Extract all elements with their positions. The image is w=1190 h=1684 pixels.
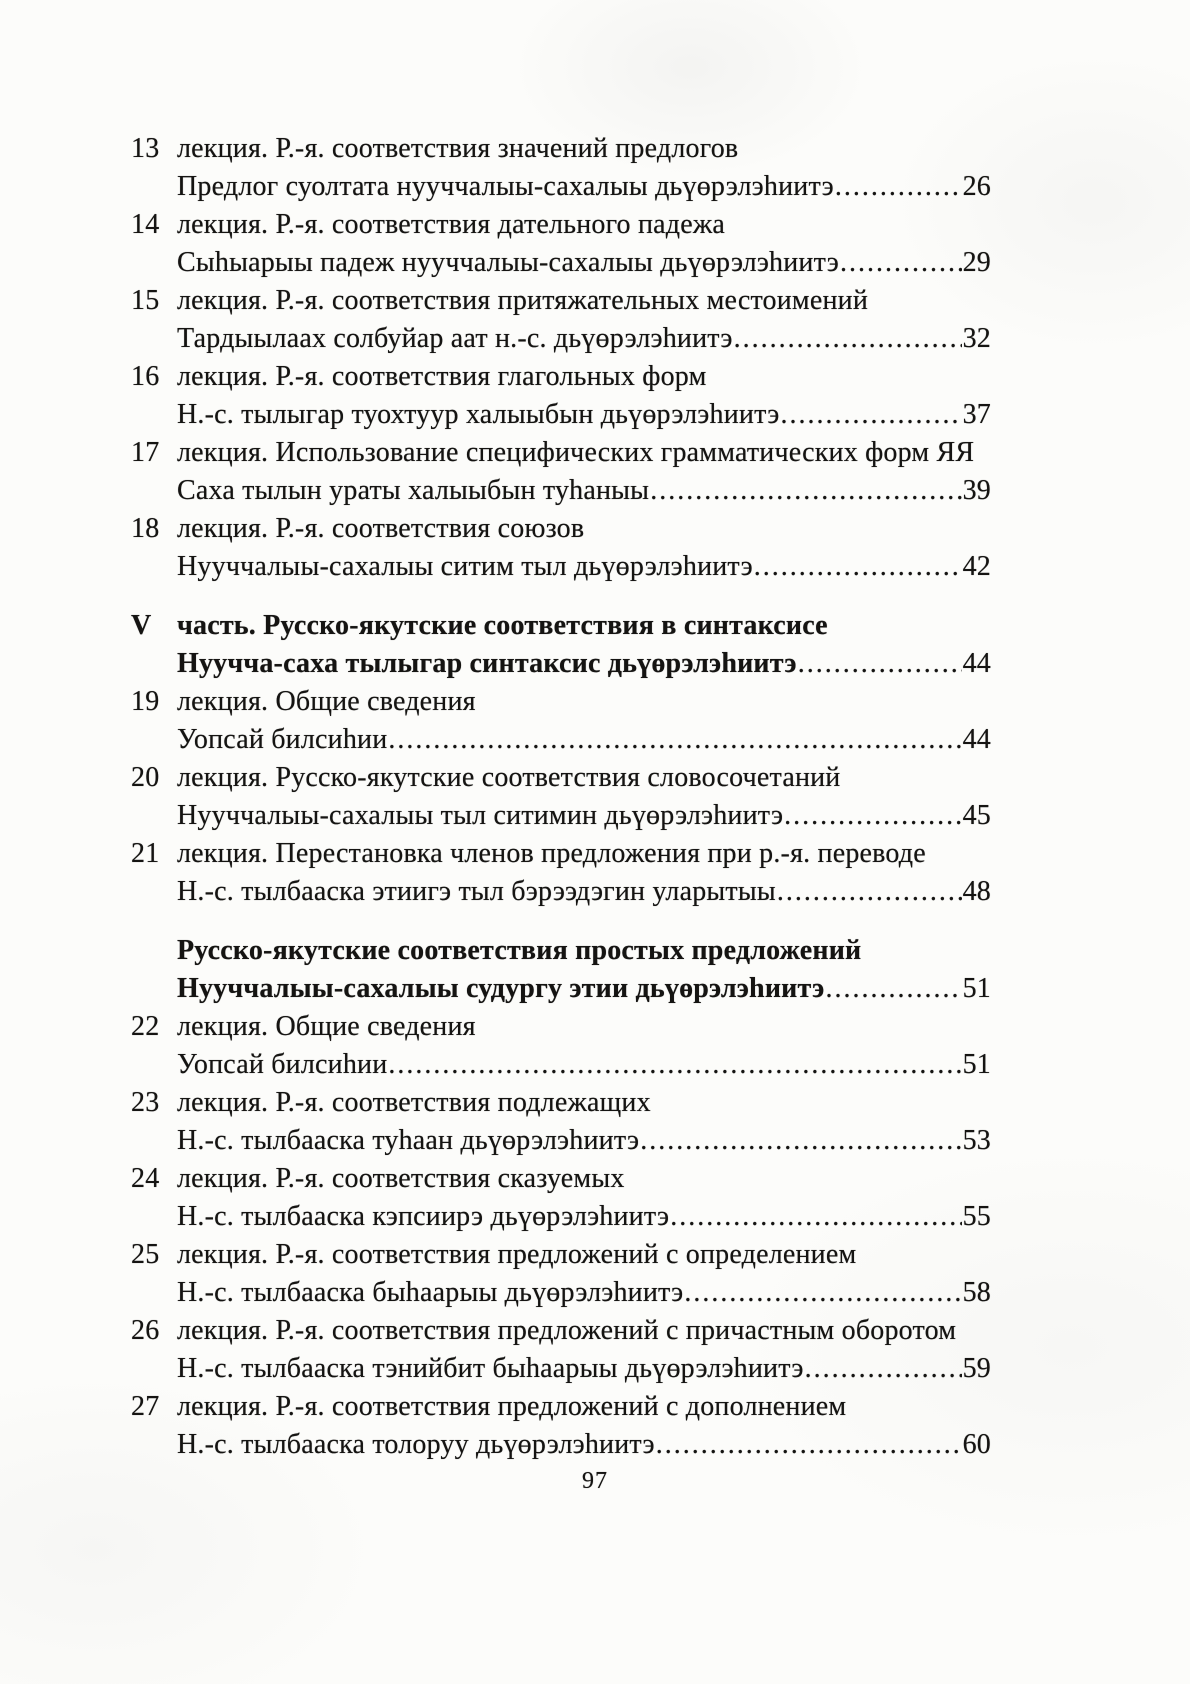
entry-page-ref: 53: [962, 1125, 991, 1156]
toc-entry: [131, 358, 991, 434]
entry-sakha-line: [131, 1198, 991, 1236]
dot-leader: [656, 1426, 962, 1464]
title-sakha: Уопсай билсиһии: [177, 724, 388, 755]
title-russian: Русско-якутские соответствия простых предложений: [177, 935, 862, 966]
lecture-number: 23: [131, 1087, 160, 1118]
title-sakha: Уопсай билсиһии: [177, 1049, 388, 1080]
lecture-number: 24: [131, 1163, 160, 1194]
entry-sakha-line: [131, 320, 991, 358]
entry-page-ref: 39: [962, 475, 991, 506]
entry-russian-line: [131, 1160, 991, 1198]
lecture-number: 20: [131, 762, 160, 793]
toc-entry: [131, 206, 991, 282]
entry-sakha-line: [131, 970, 991, 1008]
title-sakha: Нууччалыы-сахалыы ситим тыл дьүөрэлэһиитэ: [177, 551, 753, 582]
entry-russian-line: [131, 358, 991, 396]
entry-page-ref: 55: [962, 1201, 991, 1232]
toc-entry: [131, 1236, 991, 1312]
entry-page-ref: 42: [962, 551, 991, 582]
entry-sakha-line: [131, 548, 991, 586]
title-sakha: Нууччалыы-сахалыы судургу этии дьүөрэлэһиитэ: [177, 973, 825, 1004]
dot-leader: [798, 645, 962, 683]
title-sakha: Сыһыарыы падеж нууччалыы-сахалыы дьүөрэлэһиитэ: [177, 247, 839, 278]
lecture-number: 19: [131, 686, 160, 717]
title-russian: часть. Русско-якутские соответствия в синтаксисе: [177, 610, 828, 641]
entry-russian-line: [131, 932, 991, 970]
entry-russian-line: [131, 1388, 991, 1426]
lecture-number: 21: [131, 838, 160, 869]
lecture-number: 26: [131, 1315, 160, 1346]
dot-leader: [777, 873, 962, 911]
title-russian: лекция. Русско-якутские соответствия словосочетаний: [177, 762, 841, 793]
toc-entry: [131, 835, 991, 911]
title-russian: лекция. Р.-я. соответствия сказуемых: [177, 1163, 625, 1194]
toc-entry: [131, 1312, 991, 1388]
lecture-number: 18: [131, 513, 160, 544]
footer-page-number: 97: [582, 1468, 608, 1494]
entry-russian-line: [131, 434, 991, 472]
title-russian: лекция. Р.-я. соответствия глагольных форм: [177, 361, 707, 392]
entry-russian-line: [131, 1312, 991, 1350]
title-sakha: Нууччалыы-сахалыы тыл ситимин дьүөрэлэһиитэ: [177, 800, 784, 831]
title-sakha: Н.-с. тылбааска быһаарыы дьүөрэлэһиитэ: [177, 1277, 684, 1308]
entry-page-ref: 32: [962, 323, 991, 354]
title-sakha: Н.-с. тылбааска этиигэ тыл бэрээдэгин уларытыы: [177, 876, 776, 907]
lecture-number: 25: [131, 1239, 160, 1270]
title-russian: лекция. Р.-я. соответствия подлежащих: [177, 1087, 651, 1118]
toc-entry: [131, 130, 991, 206]
entry-sakha-line: [131, 168, 991, 206]
entry-russian-line: [131, 510, 991, 548]
entry-sakha-line: [131, 472, 991, 510]
entry-sakha-line: [131, 244, 991, 282]
lecture-number: 22: [131, 1011, 160, 1042]
title-sakha: Тардыылаах солбуйар аат н.-с. дьүөрэлэһиитэ: [177, 323, 733, 354]
lecture-number: 17: [131, 437, 160, 468]
entry-page-ref: 29: [962, 247, 991, 278]
toc-entry: [131, 510, 991, 586]
entry-page-ref: 44: [962, 724, 991, 755]
dot-leader: [388, 721, 961, 759]
entry-page-ref: 26: [962, 171, 991, 202]
dot-leader: [784, 797, 961, 835]
dot-leader: [780, 396, 961, 434]
title-sakha: Н.-с. тылбааска туһаан дьүөрэлэһиитэ: [177, 1125, 640, 1156]
entry-russian-line: [131, 835, 991, 873]
lecture-number: 14: [131, 209, 160, 240]
entry-sakha-line: [131, 1350, 991, 1388]
page-footer: [0, 1468, 1190, 1495]
title-russian: лекция. Общие сведения: [177, 686, 476, 717]
title-russian: лекция. Р.-я. соответствия притяжательных местоимений: [177, 285, 869, 316]
title-sakha: Н.-с. тылбааска тэнийбит быһаарыы дьүөрэлэһиитэ: [177, 1353, 804, 1384]
section-header-simple-sentences: [131, 932, 991, 1008]
table-of-contents: [131, 130, 991, 1464]
entry-sakha-line: [131, 1046, 991, 1084]
title-sakha: Н.-с. тылбааска толоруу дьүөрэлэһиитэ: [177, 1429, 655, 1460]
entry-russian-line: [131, 683, 991, 721]
entry-russian-line: [131, 759, 991, 797]
part-number: V: [131, 610, 152, 641]
entry-sakha-line: [131, 721, 991, 759]
entry-sakha-line: [131, 797, 991, 835]
title-sakha: Нуучча-саха тылыгар синтаксис дьүөрэлэһиитэ: [177, 648, 797, 679]
toc-entry: [131, 683, 991, 759]
toc-entry: [131, 759, 991, 835]
title-russian: лекция. Р.-я. соответствия союзов: [177, 513, 585, 544]
lecture-number: 13: [131, 133, 160, 164]
entry-page-ref: 60: [962, 1429, 991, 1460]
entry-page-ref: 44: [962, 648, 991, 679]
entry-russian-line: [131, 1236, 991, 1274]
entry-russian-line: [131, 282, 991, 320]
toc-entry: [131, 434, 991, 510]
entry-page-ref: 59: [962, 1353, 991, 1384]
title-russian: лекция. Использование специфических грамматических форм ЯЯ: [177, 437, 975, 468]
entry-russian-line: [131, 1084, 991, 1122]
entry-sakha-line: [131, 396, 991, 434]
dot-leader: [650, 472, 961, 510]
entry-page-ref: 45: [962, 800, 991, 831]
title-russian: лекция. Р.-я. соответствия предложений с дополнением: [177, 1391, 847, 1422]
lecture-number: 15: [131, 285, 160, 316]
dot-leader: [388, 1046, 961, 1084]
dot-leader: [805, 1350, 962, 1388]
lecture-number: 16: [131, 361, 160, 392]
entry-russian-line: [131, 1008, 991, 1046]
title-russian: лекция. Р.-я. соответствия значений предлогов: [177, 133, 739, 164]
toc-entry: [131, 282, 991, 358]
dot-leader: [840, 244, 962, 282]
entry-russian-line: [131, 607, 991, 645]
section-header-part-v: [131, 607, 991, 683]
entry-sakha-line: [131, 645, 991, 683]
dot-leader: [670, 1198, 961, 1236]
title-sakha: Н.-с. тылбааска кэпсиирэ дьүөрэлэһиитэ: [177, 1201, 670, 1232]
entry-russian-line: [131, 130, 991, 168]
title-russian: лекция. Р.-я. соответствия предложений с определением: [177, 1239, 857, 1270]
toc-entry: [131, 1160, 991, 1236]
entry-page-ref: 51: [962, 973, 991, 1004]
title-russian: лекция. Р.-я. соответствия предложений с причастным оборотом: [177, 1315, 957, 1346]
title-sakha: Н.-с. тылыгар туохтуур халыыбын дьүөрэлэһиитэ: [177, 399, 780, 430]
entry-page-ref: 37: [962, 399, 991, 430]
dot-leader: [835, 168, 962, 206]
dot-leader: [825, 970, 961, 1008]
dot-leader: [734, 320, 962, 358]
entry-page-ref: 48: [962, 876, 991, 907]
title-sakha: Саха тылын ураты халыыбын туһаныы: [177, 475, 650, 506]
toc-entry: [131, 1084, 991, 1160]
lecture-number: 27: [131, 1391, 160, 1422]
title-russian: лекция. Р.-я. соответствия дательного падежа: [177, 209, 726, 240]
title-russian: лекция. Общие сведения: [177, 1011, 476, 1042]
dot-leader: [684, 1274, 961, 1312]
dot-leader: [754, 548, 962, 586]
entry-sakha-line: [131, 1426, 991, 1464]
entry-sakha-line: [131, 1274, 991, 1312]
entry-page-ref: 51: [962, 1049, 991, 1080]
entry-sakha-line: [131, 1122, 991, 1160]
title-russian: лекция. Перестановка членов предложения при р.-я. переводе: [177, 838, 926, 869]
entry-sakha-line: [131, 873, 991, 911]
title-sakha: Предлог суолтата нууччалыы-сахалыы дьүөрэлэһиитэ: [177, 171, 834, 202]
toc-entry: [131, 1008, 991, 1084]
entry-russian-line: [131, 206, 991, 244]
entry-page-ref: 58: [962, 1277, 991, 1308]
dot-leader: [640, 1122, 961, 1160]
toc-entry: [131, 1388, 991, 1464]
